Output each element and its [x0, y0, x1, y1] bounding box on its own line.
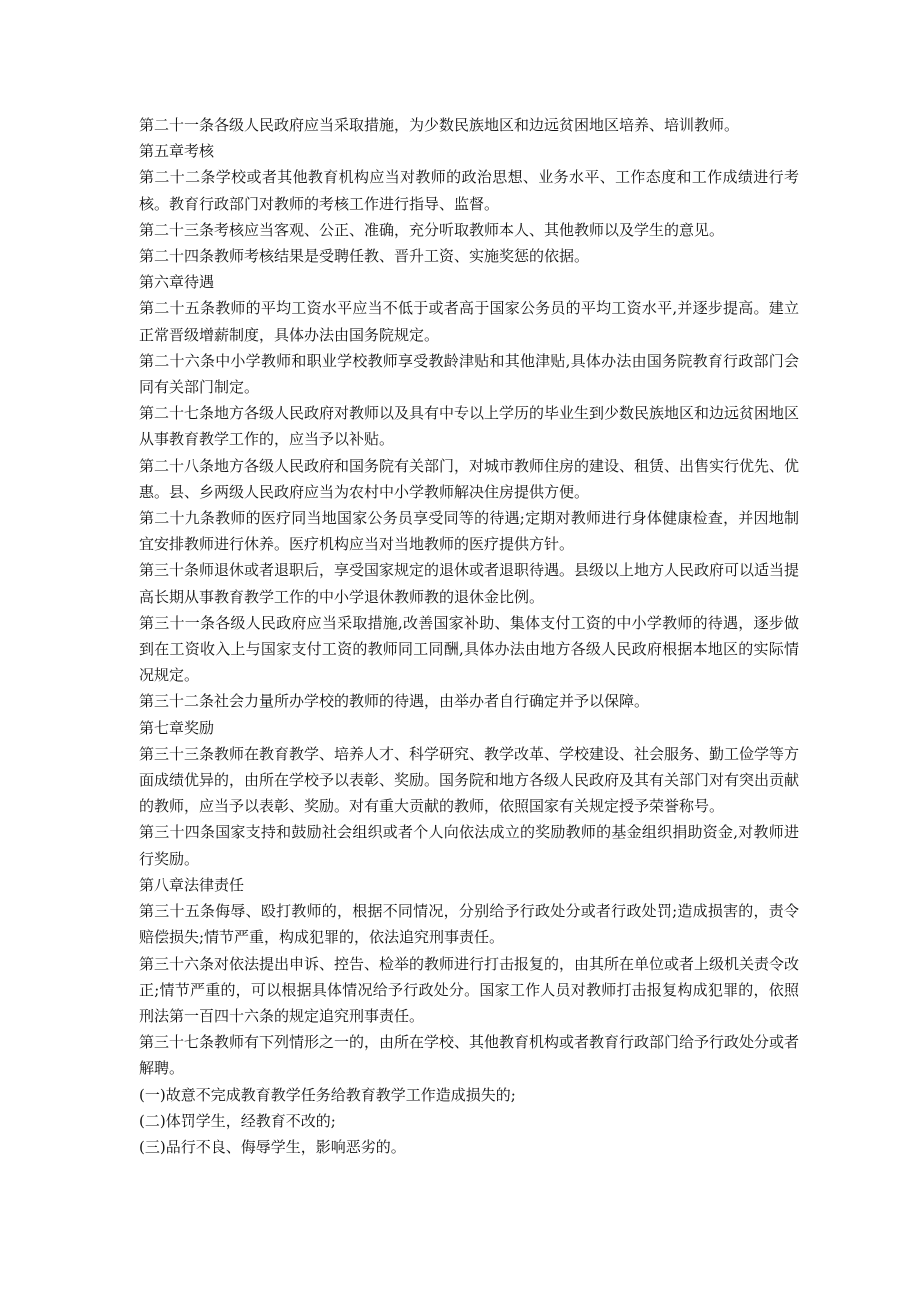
article-27: 第二十七条地方各级人民政府对教师以及具有中专以上学历的毕业生到少数民族地区和边远贫困地区从事教育教学工作的，应当予以补贴。 — [139, 404, 800, 449]
article-28: 第二十八条地方各级人民政府和国务院有关部门，对城市教师住房的建设、租赁、出售实行优先、优惠。县、乡两级人民政府应当为农村中小学教师解决住房提供方便。 — [139, 456, 800, 501]
article-36: 第三十六条对依法提出申诉、控告、检举的教师进行打击报复的，由其所在单位或者上级机关责令改正;情节严重的，可以根据具体情况给予行政处分。国家工作人员对教师打击报复构成犯罪的，依照刑法第一百四十六条的规定追究刑事责任。 — [139, 954, 800, 1025]
chapter-7-heading: 第七章奖励 — [139, 718, 215, 737]
article-34: 第三十四条国家支持和鼓励社会组织或者个人向依法成立的奖励教师的基金组织捐助资金,对教师进行奖励。 — [139, 823, 799, 868]
list-item-2: (二)体罚学生，经教育不改的; — [139, 1111, 336, 1130]
article-24: 第二十四条教师考核结果是受聘任教、晋升工资、实施奖惩的依据。 — [139, 247, 590, 266]
article-33: 第三十三条教师在教育教学、培养人才、科学研究、教学改革、学校建设、社会服务、勤工俭学等方面成绩优异的，由所在学校予以表彰、奖励。国务院和地方各级人民政府及其有关部门对有突出贡献的教师，应当予以表彰、奖励。对有重大贡献的教师，依照国家有关规定授予荣誉称号。 — [139, 744, 800, 816]
list-item-3: (三)品行不良、侮辱学生，影响恶劣的。 — [139, 1137, 406, 1156]
article-21: 第二十一条各级人民政府应当采取措施，为少数民族地区和边远贫困地区培养、培训教师。 — [139, 116, 740, 134]
list-item-1: (一)故意不完成教育教学任务给教育教学工作造成损失的; — [139, 1085, 516, 1104]
article-26: 第二十六条中小学教师和职业学校教师享受教龄津贴和其他津贴,具体办法由国务院教育行政部门会同有关部门制定。 — [139, 351, 799, 397]
article-22: 第二十二条学校或者其他教育机构应当对教师的政治思想、业务水平、工作态度和工作成绩进行考核。教育行政部门对教师的考核工作进行指导、监督。 — [139, 168, 799, 213]
document-body — [139, 112, 799, 1160]
chapter-5-heading: 第五章考核 — [139, 142, 215, 161]
article-32: 第三十二条社会力量所办学校的教师的待遇，由举办者自行确定并予以保障。 — [139, 692, 650, 711]
article-29: 第二十九条教师的医疗同当地国家公务员享受同等的待遇;定期对教师进行身体健康检查，并因地制宜安排教师进行休养。医疗机构应当对当地教师的医疗提供方针。 — [139, 509, 799, 554]
article-31: 第三十一条各级人民政府应当采取措施,改善国家补助、集体支付工资的中小学教师的待遇，逐步做到在工资收入上与国家支付工资的教师同工同酬,具体办法由地方各级人民政府根据本地区的实际情况规定。 — [139, 613, 799, 685]
chapter-8-heading: 第八章法律责任 — [139, 875, 245, 894]
article-23: 第二十三条考核应当客观、公正、准确，充分听取教师本人、其他教师以及学生的意见。 — [139, 220, 725, 239]
article-25: 第二十五条教师的平均工资水平应当不低于或者高于国家公务员的平均工资水平,并逐步提高。建立正常晋级增薪制度，具体办法由国务院规定。 — [139, 299, 799, 344]
article-37: 第三十七条教师有下列情形之一的，由所在学校、其他教育机构或者教育行政部门给予行政处分或者解聘。 — [139, 1033, 800, 1078]
chapter-6-heading: 第六章待遇 — [139, 273, 215, 292]
article-30: 第三十条师退休或者退职后，享受国家规定的退休或者退职待遇。县级以上地方人民政府可以适当提高长期从事教育教学工作的中小学退休教师教的退休金比例。 — [139, 561, 800, 606]
article-35: 第三十五条侮辱、殴打教师的，根据不同情况，分别给予行政处分或者行政处罚;造成损害的，责令赔偿损失;情节严重，构成犯罪的，依法追究刑事责任。 — [139, 902, 799, 947]
